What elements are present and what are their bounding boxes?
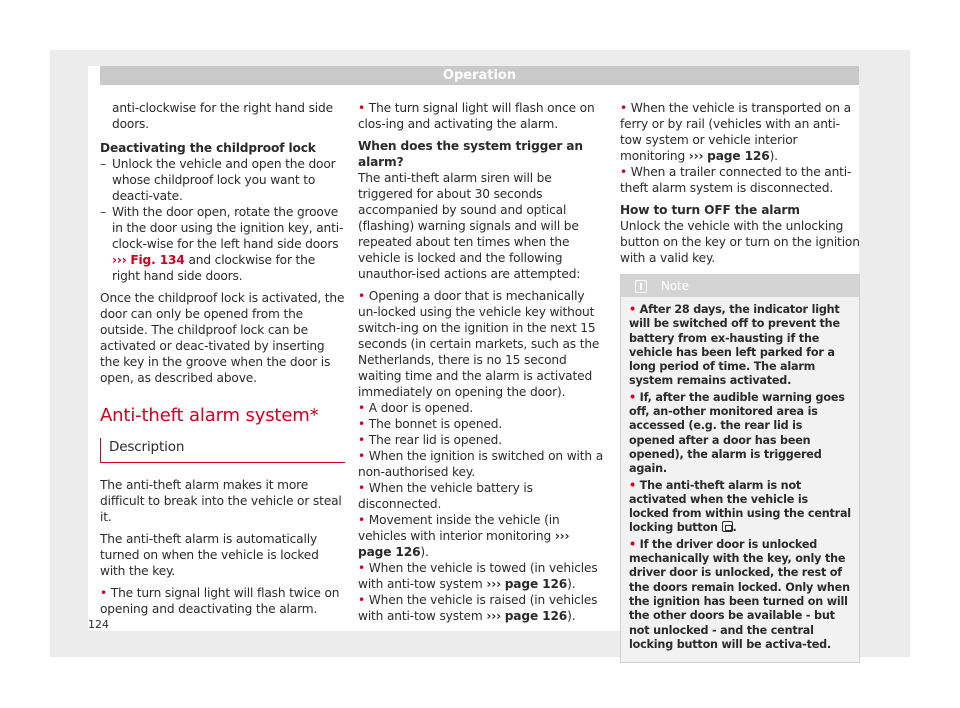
bullet-text: When the vehicle is towed (in vehicles with anti-tow system: [358, 561, 598, 591]
bullet-item: [358, 288, 603, 400]
ref-tail: ).: [567, 609, 576, 623]
bullet-item: [620, 164, 860, 196]
step-text: Unlock the vehicle and open the door whose childproof lock you want to deacti-vate.: [112, 157, 336, 203]
central-locking-button-icon: [722, 521, 733, 532]
bullet-item: [358, 416, 603, 432]
step-item: [100, 204, 345, 284]
dash-marker: –: [100, 157, 106, 171]
bullet-item: [100, 585, 345, 617]
bullet-marker: •: [358, 101, 366, 115]
bullet-marker: •: [629, 303, 636, 316]
note-text: If, after the audible warning goes off, an-other monitored area is accessed (e.g. the rear lid is opened after a door has been opened), the alarm is triggered again.: [629, 390, 845, 476]
turn-off-paragraph: Unlock the vehicle with the unlocking button on the key or turn on the ignition with a valid key.: [620, 219, 860, 265]
bullet-marker: •: [629, 537, 636, 551]
bullet-item: [358, 480, 603, 512]
bullet-marker: •: [358, 449, 366, 463]
arrow-icon: ›››: [486, 609, 501, 623]
bullet-text: The turn signal light will flash twice on opening and deactivating the alarm.: [100, 586, 340, 616]
page-link[interactable]: page 126: [707, 149, 770, 163]
arrow-icon: ›››: [554, 529, 570, 543]
step-item: [100, 156, 345, 204]
column-3: [620, 100, 860, 663]
note-body: [621, 297, 859, 662]
subsection-title: Description: [100, 438, 345, 463]
intro-text: anti-clockwise for the right hand side doors.: [112, 101, 333, 131]
figure-link[interactable]: Fig. 134: [130, 253, 185, 267]
bullet-text: When a trailer connected to the anti-theft alarm system is disconnected.: [620, 165, 852, 195]
turn-off-title: How to turn OFF the alarm: [620, 203, 800, 217]
arrow-icon: ›››: [688, 149, 704, 163]
bullet-marker: •: [358, 481, 366, 495]
bullet-item: [358, 592, 603, 624]
bullet-marker: •: [358, 433, 366, 447]
bullet-marker: •: [358, 593, 366, 607]
bullet-item: [358, 100, 603, 132]
bullet-text: When the vehicle battery is disconnected.: [358, 481, 533, 511]
bullet-marker: •: [358, 513, 366, 527]
bullet-text: When the vehicle is raised (in vehicles with anti-tow system: [358, 593, 598, 623]
childproof-paragraph: Once the childproof lock is activated, the door can only be opened from the outside. The childproof lock can be activated or deac-tivated by inserting the key in the groove when the door is open, as described above.: [100, 291, 345, 385]
period: .: [732, 521, 737, 535]
column-2: [358, 100, 603, 624]
step-text-tail: and clockwise for the right hand side doors.: [112, 253, 316, 283]
bullet-marker: •: [629, 478, 636, 492]
note-item: [629, 303, 851, 389]
section-title: Anti-theft alarm system*: [100, 405, 319, 426]
description-text: The anti-theft alarm makes it more difficult to break into the vehicle or steal it.: [100, 478, 342, 524]
note-header: [621, 275, 859, 297]
description-text: The anti-theft alarm is automatically turned on when the vehicle is locked with the key.: [100, 532, 319, 578]
page-number: 124: [88, 618, 109, 631]
bullet-item: [358, 400, 603, 416]
bullet-marker: •: [358, 561, 366, 575]
note-text: The anti-theft alarm is not activated when the vehicle is locked from within using the central locking button: [629, 478, 851, 535]
ref-tail: ).: [567, 577, 576, 591]
arrow-icon: ›››: [112, 253, 127, 267]
ref-tail: ).: [769, 149, 778, 163]
bullet-text: The rear lid is opened.: [368, 433, 502, 447]
note-label: Note: [661, 279, 689, 293]
bullet-marker: •: [100, 586, 108, 600]
bullet-item: [620, 100, 860, 164]
bullet-marker: •: [620, 101, 628, 115]
bullet-text: Movement inside the vehicle (in vehicles with interior monitoring: [358, 513, 560, 543]
bullet-marker: •: [620, 165, 628, 179]
page-link[interactable]: page 126: [358, 545, 421, 559]
dash-marker: –: [100, 205, 106, 219]
bullet-text: Opening a door that is mechanically un-locked using the vehicle key without switch-ing on the ignition in the next 15 seconds (in certain markets, such as the Netherlands, there is no 15 second waiting time and the alarm is activated immediately on opening the door).: [358, 289, 600, 399]
alarm-trigger-paragraph: The anti-theft alarm siren will be triggered for about 30 seconds accompanied by sound and optical (flashing) warning signals and will be repeated about ten times when the vehicle is locked and the following unauthor-ised actions are attempted:: [358, 171, 581, 281]
bullet-text: The bonnet is opened.: [368, 417, 503, 431]
note-icon: [635, 280, 647, 293]
note-box: [620, 274, 860, 663]
bullet-item: [358, 448, 603, 480]
bullet-marker: •: [358, 401, 366, 415]
note-item: [629, 479, 851, 536]
bullet-item: [358, 560, 603, 592]
bullet-item: [358, 512, 603, 560]
note-item: [629, 538, 851, 652]
deactivating-title: Deactivating the childproof lock: [100, 141, 316, 155]
bullet-marker: •: [358, 289, 366, 303]
bullet-text: When the ignition is switched on with a non-authorised key.: [358, 449, 604, 479]
step-text: With the door open, rotate the groove in the door using the ignition key, anti-clock-wise for the left hand side doors: [112, 205, 344, 251]
ref-tail: ).: [420, 545, 429, 559]
alarm-trigger-title: When does the system trigger an alarm?: [358, 139, 583, 169]
bullet-text: The turn signal light will flash once on clos-ing and activating the alarm.: [358, 101, 595, 131]
note-text: After 28 days, the indicator light will be switched off to prevent the battery from ex-hausting if the vehicle has been left parked for a long period of time. The alarm system remains activated.: [629, 303, 840, 388]
bullet-marker: •: [358, 417, 366, 431]
note-text: If the driver door is unlocked mechanically with the key, only the driver door is unlocked, the rest of the doors remain locked. Only when the ignition has been turned on will the other doors be available - but not unlocked - and the central locking button will be activa-ted.: [629, 537, 850, 651]
bullet-text: A door is opened.: [368, 401, 474, 415]
column-1: [100, 100, 345, 617]
arrow-icon: ›››: [486, 577, 501, 591]
note-item: [629, 391, 851, 477]
bullet-text: When the vehicle is transported on a ferry or by rail (vehicles with an anti-tow system or vehicle interior monitoring: [620, 101, 851, 163]
bullet-item: [358, 432, 603, 448]
page-link[interactable]: page 126: [504, 577, 568, 591]
bullet-marker: •: [629, 390, 636, 404]
page-header: Operation: [100, 66, 859, 85]
page-link[interactable]: page 126: [504, 609, 568, 623]
